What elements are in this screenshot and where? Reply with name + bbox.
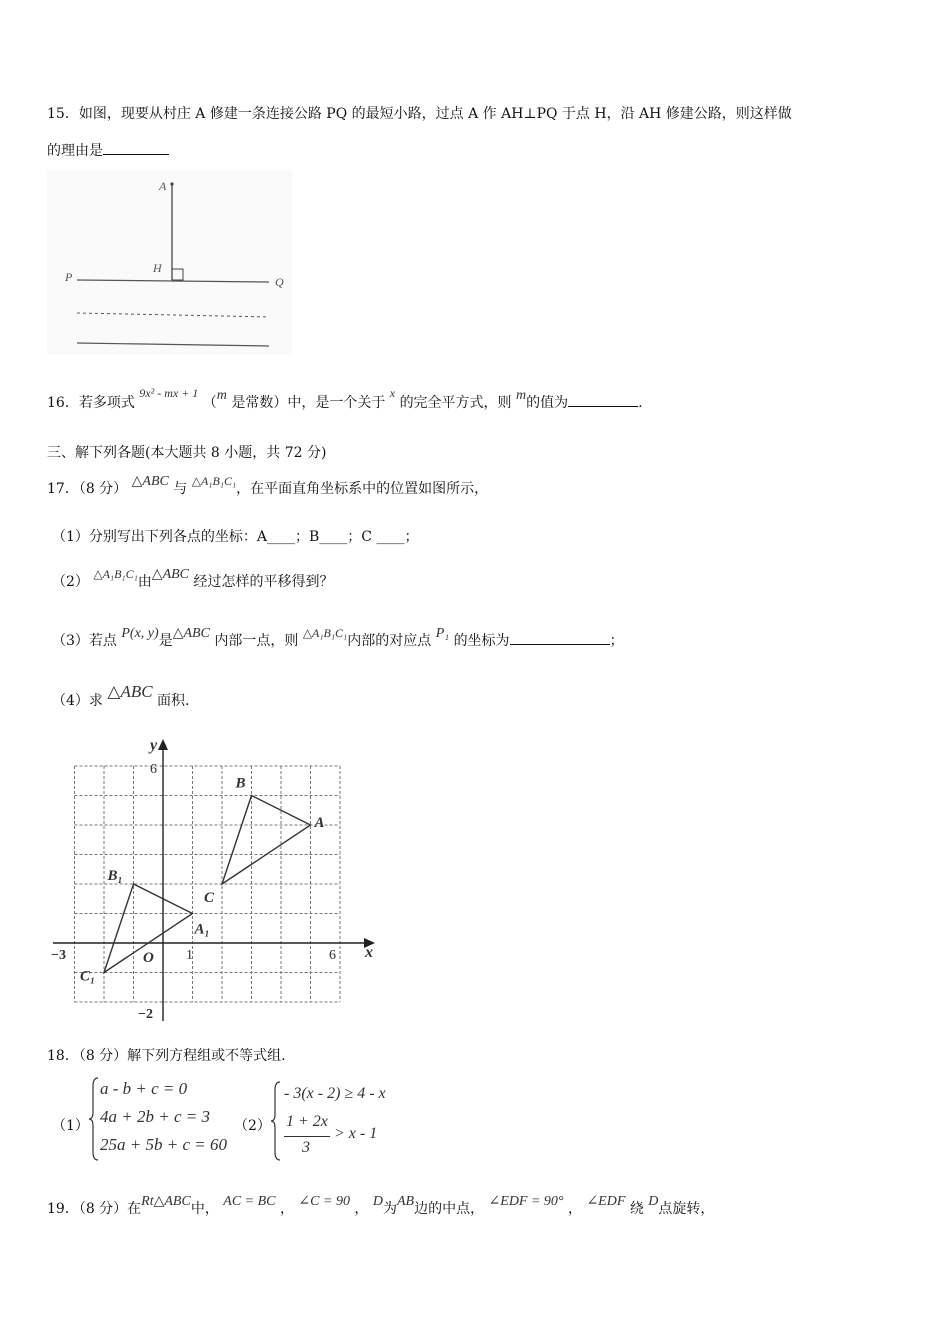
q17-p2-rest: 经过怎样的平移得到？ — [193, 574, 334, 590]
q19-rot: 点旋转， — [658, 1201, 715, 1217]
q18-p2-brace — [270, 1080, 282, 1162]
q18-fraction-bar — [284, 1136, 330, 1137]
q18-eq2: 4a + 2b + c = 3 — [100, 1107, 210, 1126]
origin-label: O — [143, 950, 154, 966]
q16-polynomial: 9x² - mx + 1 — [139, 386, 199, 400]
q16-end: . — [638, 395, 643, 411]
q17-p3-blank — [510, 643, 610, 645]
q18-ineq2-rest: > x - 1 — [334, 1125, 378, 1142]
q16-x: x — [389, 386, 396, 400]
q19-line — [47, 1194, 715, 1218]
tick-x-6: 6 — [329, 948, 336, 963]
q17-p3-tri1: △A₁B₁C₁ — [302, 626, 348, 640]
q17-p4-num: （4）求 — [52, 693, 103, 709]
q19-mid: 边的中点， — [414, 1201, 485, 1217]
q16-answer-blank — [568, 405, 638, 407]
label-p: P — [65, 270, 73, 284]
label-h: H — [153, 261, 162, 275]
q19-edf: ∠EDF = 90° — [488, 1194, 564, 1209]
q17-num: 17．（8 分） — [47, 481, 128, 497]
q15-line1: 15．如图，现要从村庄 A 修建一条连接公路 PQ 的最短小路，过点 A 作 AH⊥PQ 于点 H，沿 AH 修建公路，则这样做 — [47, 106, 792, 122]
q17-p3-point: P(x, y) — [121, 626, 159, 641]
point-label-A: A — [314, 815, 325, 831]
y-axis-arrow-icon — [158, 739, 168, 750]
q17-tri-a1b1c1: △A₁B₁C₁ — [191, 474, 237, 488]
q16-perfect: 的完全平方式，则 — [399, 395, 512, 411]
q19-angc: ∠C = 90 — [298, 1194, 350, 1209]
q17-intro — [47, 474, 489, 498]
q17-p3-rest: 内部的对应点 — [347, 633, 432, 649]
q17-p2 — [52, 567, 334, 591]
q15-line2 — [47, 140, 169, 160]
q19-rt: Rt△ABC — [141, 1194, 191, 1209]
q19-wei: 为 — [382, 1201, 397, 1217]
q17-tri-abc: △ABC — [131, 474, 169, 489]
q17-desc: ，在平面直角坐标系中的位置如图所示， — [236, 481, 489, 497]
q18-eq1: a - b + c = 0 — [100, 1079, 188, 1098]
tick-x-neg3: −3 — [51, 948, 66, 963]
point-label-C: C — [204, 890, 215, 906]
q15-answer-blank — [103, 153, 169, 155]
label-a: A — [159, 179, 167, 193]
q17-p4-tri: △ABC — [107, 682, 153, 701]
q18-ineq1: - 3(x - 2) ≥ 4 - x — [284, 1085, 386, 1102]
point-label-A₁: A₁ — [194, 921, 210, 938]
q16-value-text: 的值为 — [526, 395, 569, 411]
point-label-B: B — [235, 775, 246, 792]
q16-paren: （ — [202, 395, 217, 411]
x-axis-label: x — [365, 944, 373, 961]
q17-coordinate-graph — [45, 733, 385, 1028]
q18-p1-brace — [88, 1076, 100, 1162]
tick-x-1: 1 — [186, 948, 193, 963]
q16-line — [47, 386, 643, 412]
q16-const-text: 是常数）中，是一个关于 — [231, 395, 386, 411]
tick-y-neg2: −2 — [138, 1007, 153, 1022]
q17-p2-by: 由 — [137, 574, 152, 590]
q19-d: D — [372, 1194, 383, 1209]
q18-p2-label: （2） — [234, 1118, 271, 1134]
q18-ineq2-num: 1 + 2x — [286, 1113, 328, 1130]
q17-p3-coord: 的坐标为 — [453, 633, 510, 649]
q17-p4-rest: 面积. — [157, 693, 190, 709]
q16-m1: m — [216, 388, 227, 403]
q17-p2-tri1: △A₁B₁C₁ — [93, 567, 138, 581]
point-label-B₁: B₁ — [107, 868, 123, 884]
q19-comma2: ， — [354, 1201, 369, 1217]
q17-p1: （1）分别写出下列各点的坐标：A____；B____；C ____； — [52, 529, 419, 545]
q18-p1-label: （1） — [52, 1118, 89, 1134]
q17-p2-tri2: △ABC — [151, 567, 190, 582]
q19-rao: 绕 — [629, 1201, 644, 1217]
q18-eq3: 25a + 5b + c = 60 — [100, 1135, 227, 1154]
q17-p3-num: （3）若点 — [52, 633, 117, 649]
y-axis-label: y — [150, 737, 158, 754]
tick-y-6: 6 — [150, 762, 157, 777]
q15-reason-label: 的理由是 — [47, 143, 103, 159]
q17-p4 — [52, 682, 190, 710]
q17-p3-p1: P₁ — [435, 626, 450, 641]
q15-figure — [47, 170, 292, 355]
triangles — [80, 776, 325, 985]
q17-p3-mid: 内部一点，则 — [214, 633, 299, 649]
q16-prefix: 16．若多项式 — [47, 395, 135, 411]
q17-p3-tri: △ABC — [172, 626, 210, 641]
q19-num: 19．（8 分）在 — [47, 1201, 142, 1217]
q17-p3-end: ； — [609, 633, 624, 649]
q19-ab: AB — [396, 1194, 415, 1209]
q17-and: 与 — [173, 481, 188, 497]
q19-comma3: ， — [567, 1201, 582, 1217]
q19-ac: AC = BC — [223, 1194, 276, 1209]
q16-m2: m — [516, 388, 527, 403]
point-label-C₁: C₁ — [80, 968, 96, 985]
q17-p3-is: 是 — [158, 633, 173, 649]
grid — [75, 766, 341, 1002]
q17-p2-num: （2） — [52, 574, 89, 590]
q17-p3 — [52, 626, 624, 650]
q19-comma1: ， — [279, 1201, 294, 1217]
q18-ineq2-den: 3 — [302, 1139, 310, 1156]
triangle-abc — [222, 796, 311, 885]
q19-zhong: 中， — [190, 1201, 219, 1217]
q19-d2: D — [648, 1194, 659, 1209]
label-q: Q — [275, 275, 284, 289]
point-a — [170, 182, 173, 185]
q19-edf2: ∠EDF — [586, 1194, 626, 1209]
section3-title: 三、解下列各题(本大题共 8 小题，共 72 分) — [47, 445, 327, 461]
q18-title: 18．（8 分）解下列方程组或不等式组. — [47, 1048, 286, 1064]
